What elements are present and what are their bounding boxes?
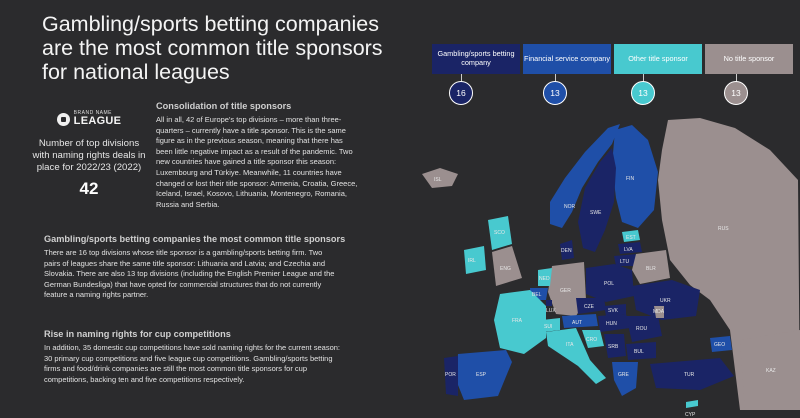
country-cyp: [686, 400, 698, 408]
label-cro: CRO: [586, 337, 598, 343]
label-ned: NED: [539, 276, 550, 282]
legend-financial: Financial service company: [523, 44, 611, 74]
label-rus: RUS: [718, 226, 729, 232]
label-sco: SCO: [494, 230, 505, 236]
brand-league-logo: [30, 108, 148, 130]
body-line: Slovakia. There are also 13 top divisions (including the English Premier League and the: [44, 269, 335, 279]
league-stat-description: Number of top divisions with naming rights deals in place for 2022/23 (2022): [32, 138, 146, 173]
label-est: EST: [626, 235, 636, 241]
label-lva: LVA: [624, 247, 633, 253]
body-line: competitions, backing ten and five competitions respectively.: [44, 374, 245, 384]
legend-other: Other title sponsor: [614, 44, 702, 74]
body-line: feature a naming rights partner.: [44, 290, 149, 300]
label-mda: MDA: [653, 309, 665, 315]
label-ltu: LTU: [620, 259, 630, 265]
label-hun: HUN: [606, 321, 617, 327]
count-gambling: 16: [449, 81, 473, 105]
label-cyp: CYP: [685, 412, 696, 418]
label-tur: TUR: [684, 372, 695, 378]
label-nor: NOR: [564, 204, 576, 210]
label-swe: SWE: [590, 210, 602, 216]
body-line: new countries have gained a title sponsor this season:: [156, 157, 337, 167]
legend-gambling: Gambling/sports betting company: [432, 44, 520, 74]
logo-main-text: LEAGUE: [73, 115, 122, 127]
body-line: been little negative impact as a result of the pandemic. Two: [156, 146, 353, 156]
title-line-1: Gambling/sports betting companies: [42, 12, 380, 36]
section-body-consolidation: [156, 115, 357, 210]
label-rou: ROU: [636, 326, 648, 332]
body-line: changed or lost their title sponsor: Armenia, Croatia, Greece,: [156, 178, 358, 188]
count-none: 13: [724, 81, 748, 105]
label-den: DEN: [561, 248, 572, 254]
title-line-3: for national leagues: [42, 60, 230, 84]
league-stat-value: 42: [79, 179, 99, 198]
body-line: All in all, 42 of Europe's top divisions – more than three-: [156, 115, 342, 124]
label-aut: AUT: [572, 320, 582, 326]
logo-top-text: BRAND NAME: [73, 110, 113, 116]
label-ukr: UKR: [660, 298, 671, 304]
body-line: German Bundesliga) that have opted for commercial structures that do not currently: [44, 279, 322, 289]
label-pol: POL: [604, 281, 615, 287]
label-gre: GRE: [618, 372, 629, 378]
label-cze: CZE: [584, 304, 594, 310]
section-heading-consolidation: Consolidation of title sponsors: [156, 101, 292, 111]
country-lux: [546, 300, 552, 306]
label-eng: ENG: [500, 266, 511, 272]
country-fin: [612, 125, 658, 228]
label-srb: SRB: [608, 344, 619, 350]
section-heading-cup: Rise in naming rights for cup competitions: [44, 329, 231, 339]
body-line: Luxembourg and Türkiye. Meanwhile, 11 countries have: [156, 167, 342, 177]
page-title: [42, 12, 422, 84]
label-ger: GER: [560, 288, 571, 294]
label-por: POR: [445, 372, 456, 378]
country-gre: [612, 362, 638, 396]
body-line: Iceland, Israel, Kosovo, Lithuania, Montenegro, Romania,: [156, 189, 347, 199]
body-line: firms and food/drink companies are still the most common title sponsors for cup: [44, 364, 308, 374]
label-esp: ESP: [476, 372, 487, 378]
label-kaz: KAZ: [766, 368, 776, 374]
body-line: In addition, 35 domestic cup competitions have sold naming rights for the current season:: [44, 343, 340, 352]
label-irl: IRL: [468, 258, 476, 264]
label-geo: GEO: [714, 342, 726, 348]
europe-map: [400, 110, 800, 418]
label-svk: SVK: [608, 308, 619, 314]
body-line: quarters – currently have a title sponsor. This is the same: [156, 125, 346, 135]
section-body-cup: [44, 343, 340, 385]
body-line: There are 16 top divisions whose title sponsor is a gambling/sports betting firm. Two: [44, 248, 323, 257]
legend-none: No title sponsor: [705, 44, 793, 74]
section-body-gambling: [44, 248, 334, 301]
label-fra: FRA: [512, 318, 522, 324]
football-icon: [57, 113, 70, 126]
league-stat-box: [30, 108, 148, 199]
body-line: figure as in the previous season, meaning that there has: [156, 136, 343, 146]
section-heading-gambling: Gambling/sports betting companies the most common title sponsors: [44, 234, 346, 244]
count-financial: 13: [543, 81, 567, 105]
label-lux: LUX: [546, 308, 556, 314]
label-bel: BEL: [532, 292, 542, 298]
label-ita: ITA: [566, 342, 574, 348]
count-other: 13: [631, 81, 655, 105]
body-line: Russia and Serbia.: [156, 199, 220, 209]
body-line: pairs of leagues share the same title sponsor: Lithuania and Latvia; and Czechia and: [44, 258, 326, 268]
label-fin: FIN: [626, 176, 635, 182]
label-isl: ISL: [434, 177, 442, 183]
label-bul: BUL: [634, 349, 644, 355]
label-blr: BLR: [646, 266, 656, 272]
title-line-2: are the most common title sponsors: [42, 36, 383, 60]
label-sui: SUI: [544, 324, 553, 330]
body-line: 30 primary cup competitions and five league cup competitions. Gambling/sports betting: [44, 353, 333, 363]
